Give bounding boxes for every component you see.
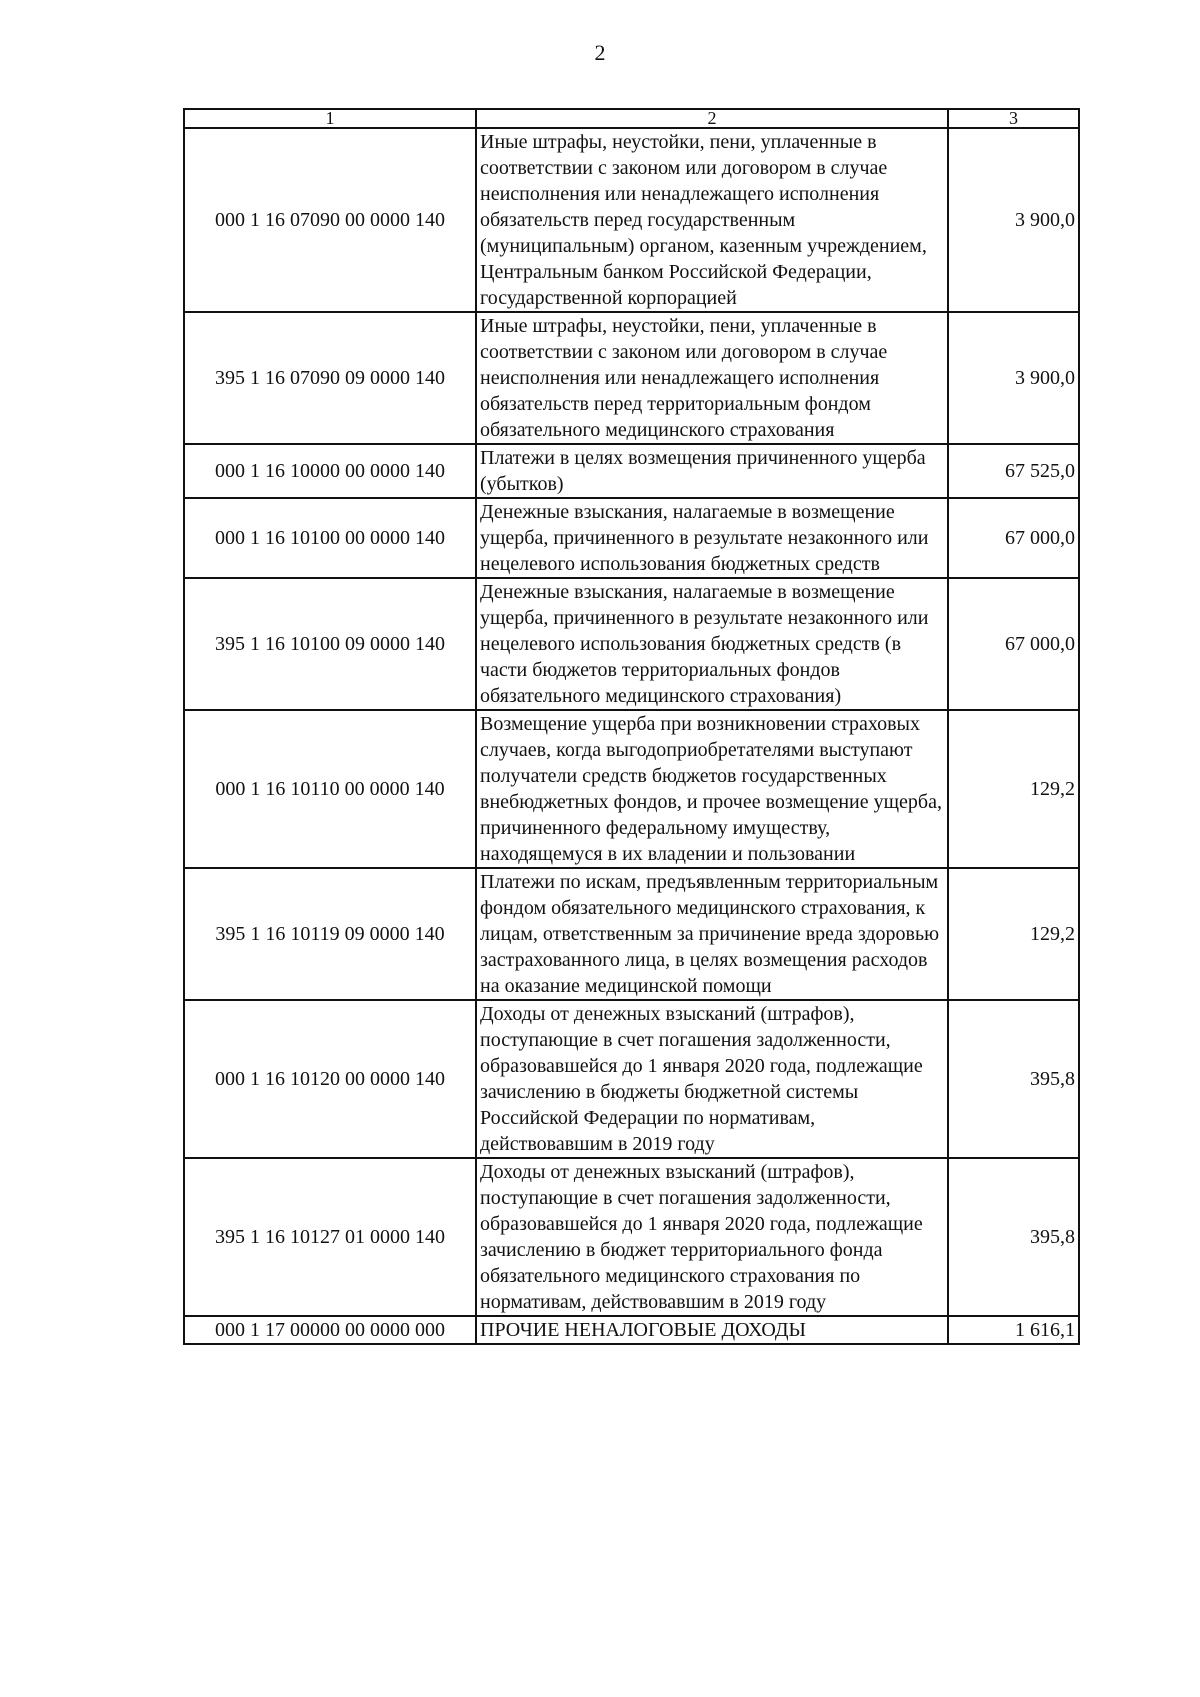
table-row bbox=[184, 498, 1079, 578]
table-row bbox=[184, 128, 1079, 312]
table-header-row bbox=[184, 109, 1079, 128]
revenue-name: Денежные взыскания, налагаемые в возмещение ущерба, причиненного в результате незаконного или нецелевого использования бюджетных средств bbox=[476, 498, 948, 578]
revenue-name: Платежи по искам, предъявленным территориальным фондом обязательного медицинского страхования, к лицам, ответственным за причинение вреда здоровью застрахованного лица, в целях возмещения расходов на оказание медицинской помощи bbox=[476, 868, 948, 1000]
revenue-name: Денежные взыскания, налагаемые в возмещение ущерба, причиненного в результате незаконного или нецелевого использования бюджетных средств (в части бюджетов территориальных фондов обязательного медицинского страхования) bbox=[476, 578, 948, 710]
amount: 3 900,0 bbox=[948, 312, 1079, 444]
revenue-name: Иные штрафы, неустойки, пени, уплаченные в соответствии с законом или договором в случае неисполнения или ненадлежащего исполнения обязательств перед территориальным фондом обязательного медицинского страхования bbox=[476, 312, 948, 444]
table-row bbox=[184, 710, 1079, 868]
budget-code: 395 1 16 07090 09 0000 140 bbox=[184, 312, 476, 444]
table-row bbox=[184, 312, 1079, 444]
column-number-3: 3 bbox=[948, 109, 1079, 128]
budget-code: 000 1 16 10000 00 0000 140 bbox=[184, 444, 476, 498]
amount: 67 000,0 bbox=[948, 578, 1079, 710]
amount: 129,2 bbox=[948, 868, 1079, 1000]
table-row bbox=[184, 1158, 1079, 1316]
budget-code: 000 1 17 00000 00 0000 000 bbox=[184, 1316, 476, 1344]
amount: 67 525,0 bbox=[948, 444, 1079, 498]
budget-code: 000 1 16 07090 00 0000 140 bbox=[184, 128, 476, 312]
revenue-name: Возмещение ущерба при возникновении страховых случаев, когда выгодоприобретателями выступают получатели средств бюджетов государственных внебюджетных фондов, и прочее возмещение ущерба, причиненного федеральному имуществу, находящемуся в их владении и пользовании bbox=[476, 710, 948, 868]
budget-code: 000 1 16 10120 00 0000 140 bbox=[184, 1000, 476, 1158]
amount: 129,2 bbox=[948, 710, 1079, 868]
amount: 395,8 bbox=[948, 1158, 1079, 1316]
revenue-name: Платежи в целях возмещения причиненного ущерба (убытков) bbox=[476, 444, 948, 498]
amount: 3 900,0 bbox=[948, 128, 1079, 312]
budget-code: 395 1 16 10100 09 0000 140 bbox=[184, 578, 476, 710]
revenue-name: Доходы от денежных взысканий (штрафов), поступающие в счет погашения задолженности, образовавшейся до 1 января 2020 года, подлежащие зачислению в бюджеты бюджетной системы Российской Федерации по нормативам, действовавшим в 2019 году bbox=[476, 1000, 948, 1158]
column-number-1: 1 bbox=[184, 109, 476, 128]
revenue-name: Доходы от денежных взысканий (штрафов), поступающие в счет погашения задолженности, образовавшейся до 1 января 2020 года, подлежащие зачислению в бюджет территориального фонда обязательного медицинского страхования по нормативам, действовавшим в 2019 году bbox=[476, 1158, 948, 1316]
table-row bbox=[184, 444, 1079, 498]
budget-code: 395 1 16 10119 09 0000 140 bbox=[184, 868, 476, 1000]
table-row bbox=[184, 1000, 1079, 1158]
budget-code: 000 1 16 10100 00 0000 140 bbox=[184, 498, 476, 578]
revenue-name: ПРОЧИЕ НЕНАЛОГОВЫЕ ДОХОДЫ bbox=[476, 1316, 948, 1344]
budget-code: 395 1 16 10127 01 0000 140 bbox=[184, 1158, 476, 1316]
revenue-table bbox=[183, 108, 1080, 1345]
table-row bbox=[184, 868, 1079, 1000]
page-number: 2 bbox=[594, 40, 606, 65]
amount: 1 616,1 bbox=[948, 1316, 1079, 1344]
table-row-total bbox=[184, 1316, 1079, 1344]
column-number-2: 2 bbox=[476, 109, 948, 128]
amount: 395,8 bbox=[948, 1000, 1079, 1158]
budget-code: 000 1 16 10110 00 0000 140 bbox=[184, 710, 476, 868]
amount: 67 000,0 bbox=[948, 498, 1079, 578]
table-row bbox=[184, 578, 1079, 710]
revenue-name: Иные штрафы, неустойки, пени, уплаченные в соответствии с законом или договором в случае неисполнения или ненадлежащего исполнения обязательств перед государственным (муниципальным) органом, казенным учреждением, Центральным банком Российской Федерации, государственной корпорацией bbox=[476, 128, 948, 312]
